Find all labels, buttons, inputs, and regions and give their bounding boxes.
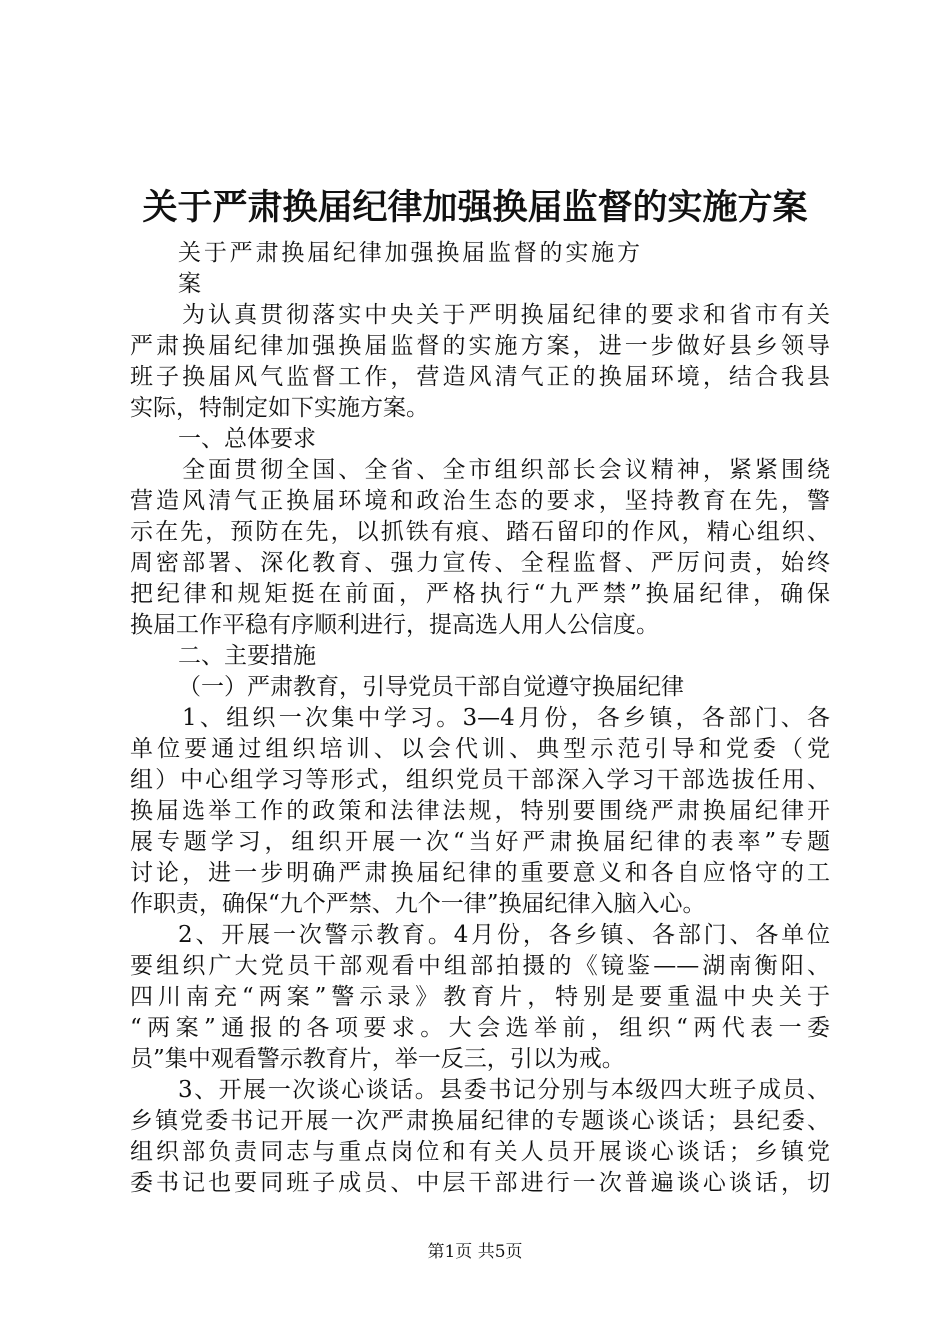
paragraph-line: 四川南充“两案”警示录》教育片，特别是要重温中央关于 xyxy=(130,984,830,1010)
page-footer: 第1页 共5页 xyxy=(427,1242,523,1262)
paragraph-line: 乡镇党委书记开展一次严肃换届纪律的专题谈心谈话；县纪委、 xyxy=(130,1108,830,1134)
paragraph-line: 作职责，确保“九个严禁、九个一律”换届纪律入脑入心。 xyxy=(130,891,706,917)
paragraph-warning xyxy=(130,920,830,1075)
paragraph-line: 组）中心组学习等形式，组织党员干部深入学习干部选拔任用、 xyxy=(130,767,830,793)
paragraph-line: 把纪律和规矩挺在前面，严格执行“九严禁”换届纪律，确保 xyxy=(130,581,830,607)
paragraph-line: 2、开展一次警示教育。4月份，各乡镇、各部门、各单位 xyxy=(178,922,830,948)
paragraph-line: 单位要通过组织培训、以会代训、典型示范引导和党委（党 xyxy=(130,736,830,762)
paragraph-talk xyxy=(130,1075,830,1199)
section-heading-overall xyxy=(130,424,830,455)
paragraph-line: 组织部负责同志与重点岗位和有关人员开展谈心谈话；乡镇党 xyxy=(130,1139,830,1165)
document-subtitle xyxy=(130,238,640,300)
subtitle-line: 关于严肃换届纪律加强换届监督的实施方 xyxy=(178,240,640,266)
paragraph-line: “两案”通报的各项要求。大会选举前，组织“两代表一委 xyxy=(130,1015,830,1041)
paragraph-study xyxy=(130,703,830,920)
paragraph-line: 员”集中观看警示教育片，举一反三，引以为戒。 xyxy=(130,1046,625,1072)
paragraph-line: 要组织广大党员干部观看中组部拍摄的《镜鉴——湖南衡阳、 xyxy=(130,953,830,979)
subsection-heading: （一）严肃教育，引导党员干部自觉遵守换届纪律 xyxy=(178,674,684,700)
section-heading: 二、主要措施 xyxy=(178,643,316,669)
paragraph-line: 换届工作平稳有序顺利进行，提高选人用人公信度。 xyxy=(130,612,659,638)
paragraph-line: 展专题学习，组织开展一次“当好严肃换届纪律的表率”专题 xyxy=(130,829,830,855)
subtitle-line: 案 xyxy=(178,271,201,297)
paragraph-line: 实际，特制定如下实施方案。 xyxy=(130,395,429,421)
paragraph-overall xyxy=(130,455,830,641)
paragraph-intro xyxy=(130,300,830,424)
paragraph-line: 严肃换届纪律加强换届监督的实施方案，进一步做好县乡领导 xyxy=(130,333,830,359)
paragraph-line: 委书记也要同班子成员、中层干部进行一次普遍谈心谈话，切 xyxy=(130,1170,830,1196)
section-heading-measures xyxy=(130,641,830,672)
paragraph-line: 1、组织一次集中学习。3—4月份，各乡镇，各部门、各 xyxy=(182,705,830,731)
subsection-heading-education xyxy=(130,672,830,703)
paragraph-line: 示在先，预防在先，以抓铁有痕、踏石留印的作风，精心组织、 xyxy=(130,519,830,545)
document-body xyxy=(130,238,830,1199)
paragraph-line: 全面贯彻全国、全省、全市组织部长会议精神，紧紧围绕 xyxy=(182,457,830,483)
paragraph-line: 换届选举工作的政策和法律法规，特别要围绕严肃换届纪律开 xyxy=(130,798,830,824)
paragraph-line: 周密部署、深化教育、强力宣传、全程监督、严厉问责，始终 xyxy=(130,550,830,576)
paragraph-line: 班子换届风气监督工作，营造风清气正的换届环境，结合我县 xyxy=(130,364,830,390)
paragraph-line: 为认真贯彻落实中央关于严明换届纪律的要求和省市有关 xyxy=(182,302,830,328)
document-title: 关于严肃换届纪律加强换届监督的实施方案 xyxy=(142,187,808,228)
paragraph-line: 营造风清气正换届环境和政治生态的要求，坚持教育在先，警 xyxy=(130,488,830,514)
section-heading: 一、总体要求 xyxy=(178,426,316,452)
paragraph-line: 讨论，进一步明确严肃换届纪律的重要意义和各自应恪守的工 xyxy=(130,860,830,886)
paragraph-line: 3、开展一次谈心谈话。县委书记分别与本级四大班子成员、 xyxy=(178,1077,830,1103)
